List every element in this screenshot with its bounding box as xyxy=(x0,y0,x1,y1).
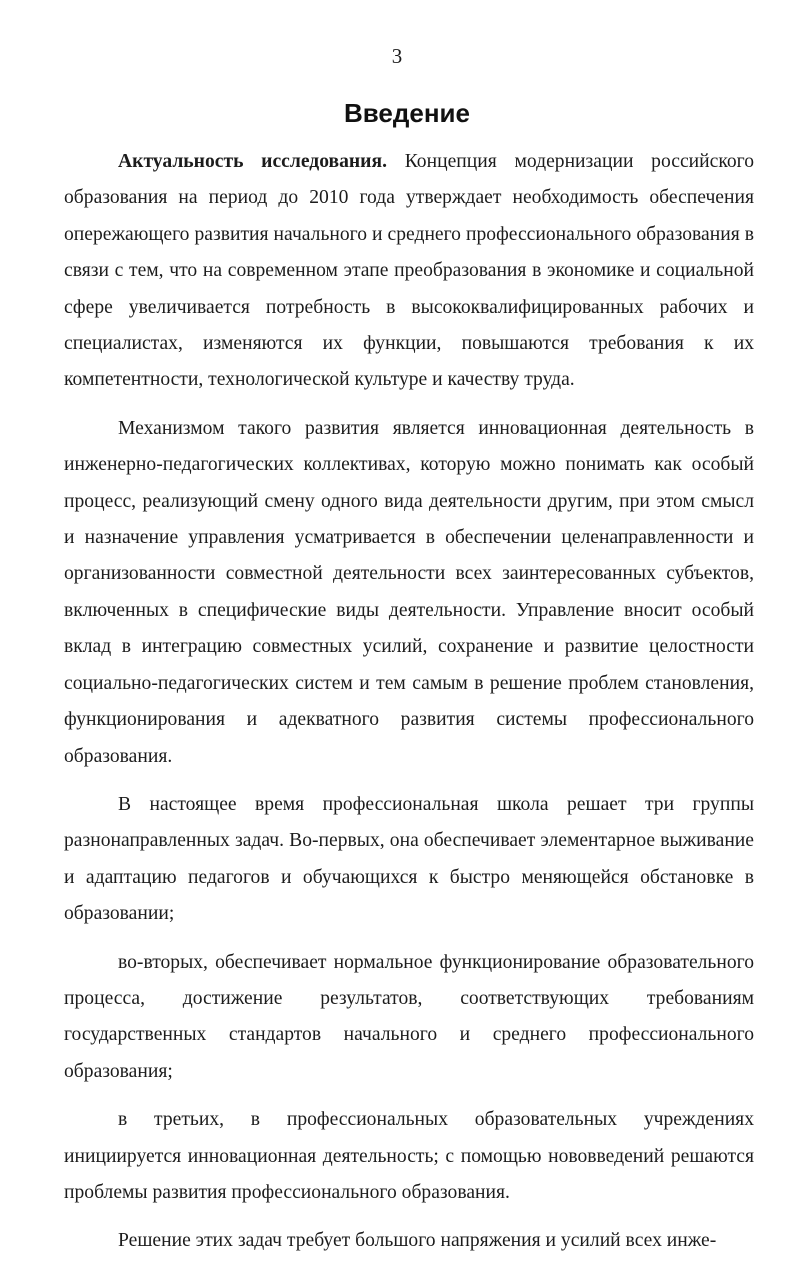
section-title: Введение xyxy=(344,98,470,128)
paragraph-thirdly: в третьих, в профессиональных образовательных учреждениях инициируется инновационная деятельность; с помощью нововведений решаются проблемы развития профессионального образования. xyxy=(64,1109,754,1203)
paragraph-secondly: во-вторых, обеспечивает нормальное функционирование образовательного процесса, достижение результатов, соответствующих требованиям государственных стандартов начального и среднего профессионального образования; xyxy=(64,951,754,1082)
paragraph-lead: Актуальность исследования. xyxy=(118,151,387,172)
paragraph-mechanism: Механизмом такого развития является инновационная деятельность в инженерно-педагогических коллективах, которую можно понимать как особый процесс, реализующий смену одного вида деятельности другим, при этом смысл и назначение управления усматривается в обеспечении целенаправленности и организованности совместной деятельности всех заинтересованных субъектов, включенных в специфические виды деятельности. Управление вносит особый вклад в интеграцию совместных усилий, сохранение и развитие целостности социально-педагогических систем и тем самым в решение проблем становления, функционирования и адекватного развития системы профессионального образования. xyxy=(64,417,754,767)
body-text xyxy=(64,144,754,1272)
paragraph-relevance xyxy=(64,144,754,411)
paragraph-solution: Решение этих задач требует большого напряжения и усилий всех инже- xyxy=(118,1230,717,1252)
paragraph-text: Концепция модернизации российского образования на период до 2010 года утверждает необходимость обеспечения опережающего развития начального и среднего профессионального образования в связи с тем, что на современном этапе преобразования в экономике и социальной сфере увеличивается потребность в высококвалифицированных рабочих и специалистах, изменяются их функции, повышаются требования к их компетентности, технологической культуре и качеству труда. xyxy=(64,151,754,391)
page-number: 3 xyxy=(391,44,403,68)
paragraph-three-tasks: В настоящее время профессиональная школа решает три группы разнонаправленных задач. Во-первых, она обеспечивает элементарное выживание и адаптацию педагогов и обучающихся к быстро меняющейся обстановке в образовании; xyxy=(64,793,754,925)
